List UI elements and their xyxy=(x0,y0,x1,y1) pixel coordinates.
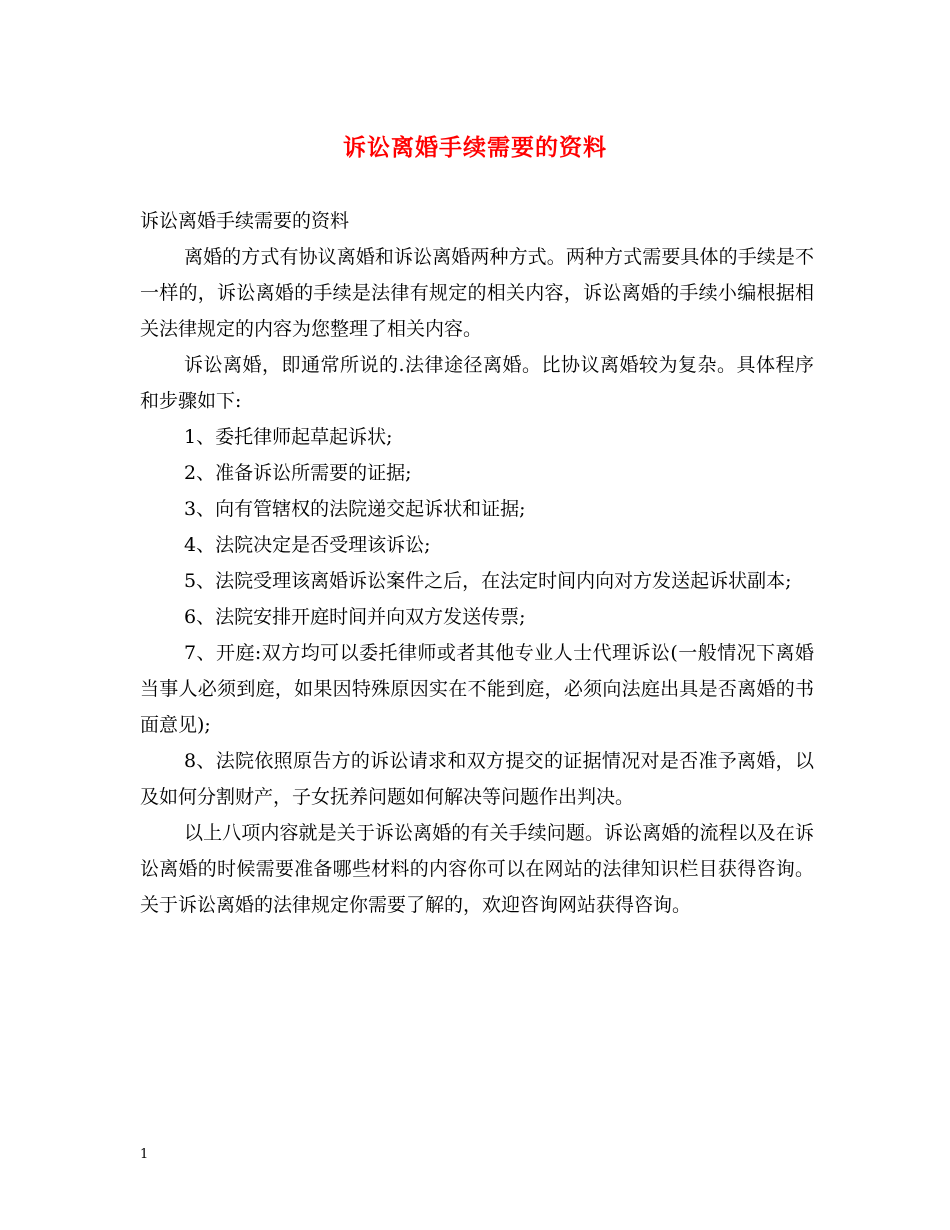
paragraph-conclusion: 以上八项内容就是关于诉讼离婚的有关手续问题。诉讼离婚的流程以及在诉讼离婚的时候需要准备哪些材料的内容你可以在网站的法律知识栏目获得咨询。关于诉讼离婚的法律规定你需要了解的，欢迎咨询网站获得咨询。 xyxy=(140,822,814,916)
step-item-7: 7、开庭:双方均可以委托律师或者其他专业人士代理诉讼(一般情况下离婚当事人必须到庭，如果因特殊原因实在不能到庭，必须向法庭出具是否离婚的书面意见); xyxy=(140,642,814,736)
paragraph-intro: 离婚的方式有协议离婚和诉讼离婚两种方式。两种方式需要具体的手续是不一样的，诉讼离婚的手续是法律有规定的相关内容，诉讼离婚的手续小编根据相关法律规定的内容为您整理了相关内容。 xyxy=(140,246,814,340)
step-item-5: 5、法院受理该离婚诉讼案件之后，在法定时间内向对方发送起诉状副本; xyxy=(184,570,792,592)
step-item-4: 4、法院决定是否受理该诉讼; xyxy=(184,534,431,556)
document-body xyxy=(140,203,814,923)
step-item-3: 3、向有管辖权的法院递交起诉状和证据; xyxy=(184,498,526,520)
step-item-2: 2、准备诉讼所需要的证据; xyxy=(184,462,412,484)
page-number: 1 xyxy=(140,1147,149,1162)
step-item-8: 8、法院依照原告方的诉讼请求和双方提交的证据情况对是否准予离婚，以及如何分割财产，子女抚养问题如何解决等问题作出判决。 xyxy=(140,750,814,808)
paragraph-procedure: 诉讼离婚，即通常所说的.法律途径离婚。比协议离婚较为复杂。具体程序和步骤如下: xyxy=(140,354,814,412)
step-item-1: 1、委托律师起草起诉状; xyxy=(184,426,393,448)
document-title: 诉讼离婚手续需要的资料 xyxy=(343,134,607,161)
step-item-6: 6、法院安排开庭时间并向双方发送传票; xyxy=(184,606,526,628)
document-subtitle: 诉讼离婚手续需要的资料 xyxy=(140,210,350,232)
